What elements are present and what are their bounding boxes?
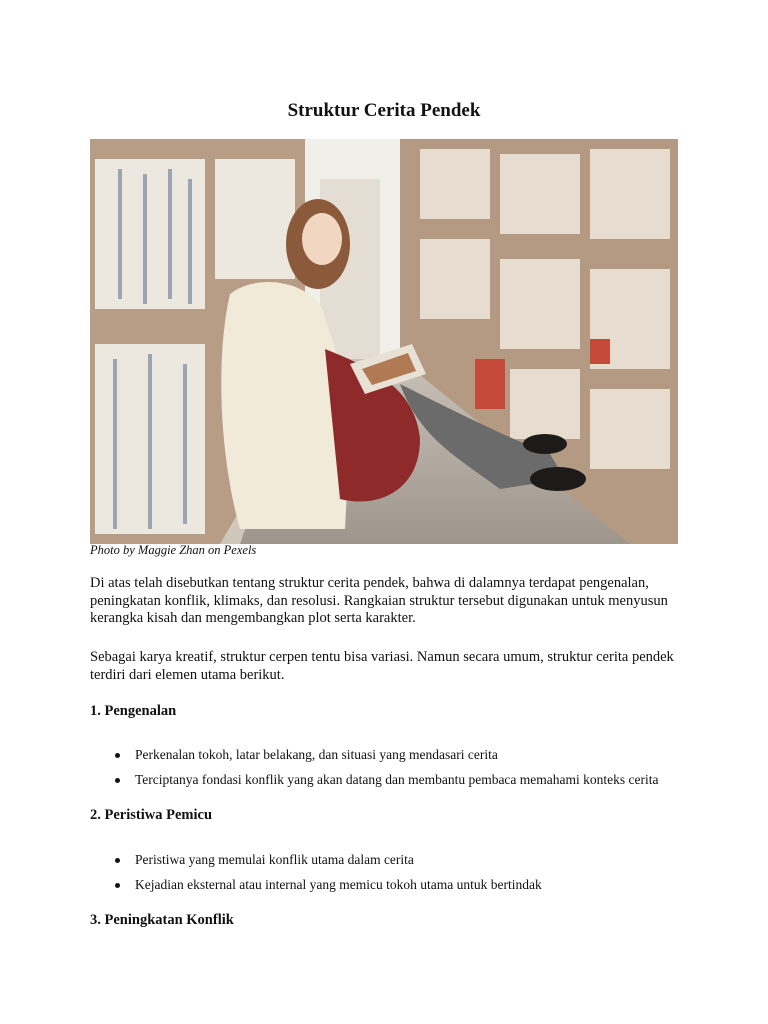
library-photo: [90, 139, 678, 544]
bullet-list-peristiwa-pemicu: [90, 851, 730, 901]
page-title: Struktur Cerita Pendek: [287, 100, 481, 121]
bullet-icon: [115, 753, 120, 758]
section-heading-peristiwa-pemicu: 2. Peristiwa Pemicu: [90, 807, 213, 823]
photo-caption: Photo by Maggie Zhan on Pexels: [90, 543, 257, 557]
bullet-icon: [115, 778, 120, 783]
paragraph-variation: Sebagai karya kreatif, struktur cerpen tentu bisa variasi. Namun secara umum, struktur cerita pendek terdiri dari elemen utama berikut.: [90, 649, 674, 683]
bullet-icon: [115, 858, 120, 863]
section-heading-peningkatan-konflik: 3. Peningkatan Konflik: [90, 912, 234, 928]
bullet-list-pengenalan: [90, 746, 730, 796]
bullet-icon: [115, 883, 120, 888]
list-item: Terciptanya fondasi konflik yang akan datang dan membantu pembaca memahami konteks cerita: [90, 771, 730, 796]
list-item: Peristiwa yang memulai konflik utama dalam cerita: [90, 851, 730, 876]
section-heading-pengenalan: 1. Pengenalan: [90, 703, 177, 719]
list-item: Kejadian eksternal atau internal yang memicu tokoh utama untuk bertindak: [90, 876, 730, 901]
paragraph-intro: Di atas telah disebutkan tentang struktur cerita pendek, bahwa di dalamnya terdapat pengenalan, peningkatan konflik, klimaks, dan resolusi. Rangkaian struktur tersebut digunakan untuk menyusun kerangka kisah dan mengembangkan plot serta karakter.: [90, 575, 668, 626]
list-item: Perkenalan tokoh, latar belakang, dan situasi yang mendasari cerita: [90, 746, 730, 771]
